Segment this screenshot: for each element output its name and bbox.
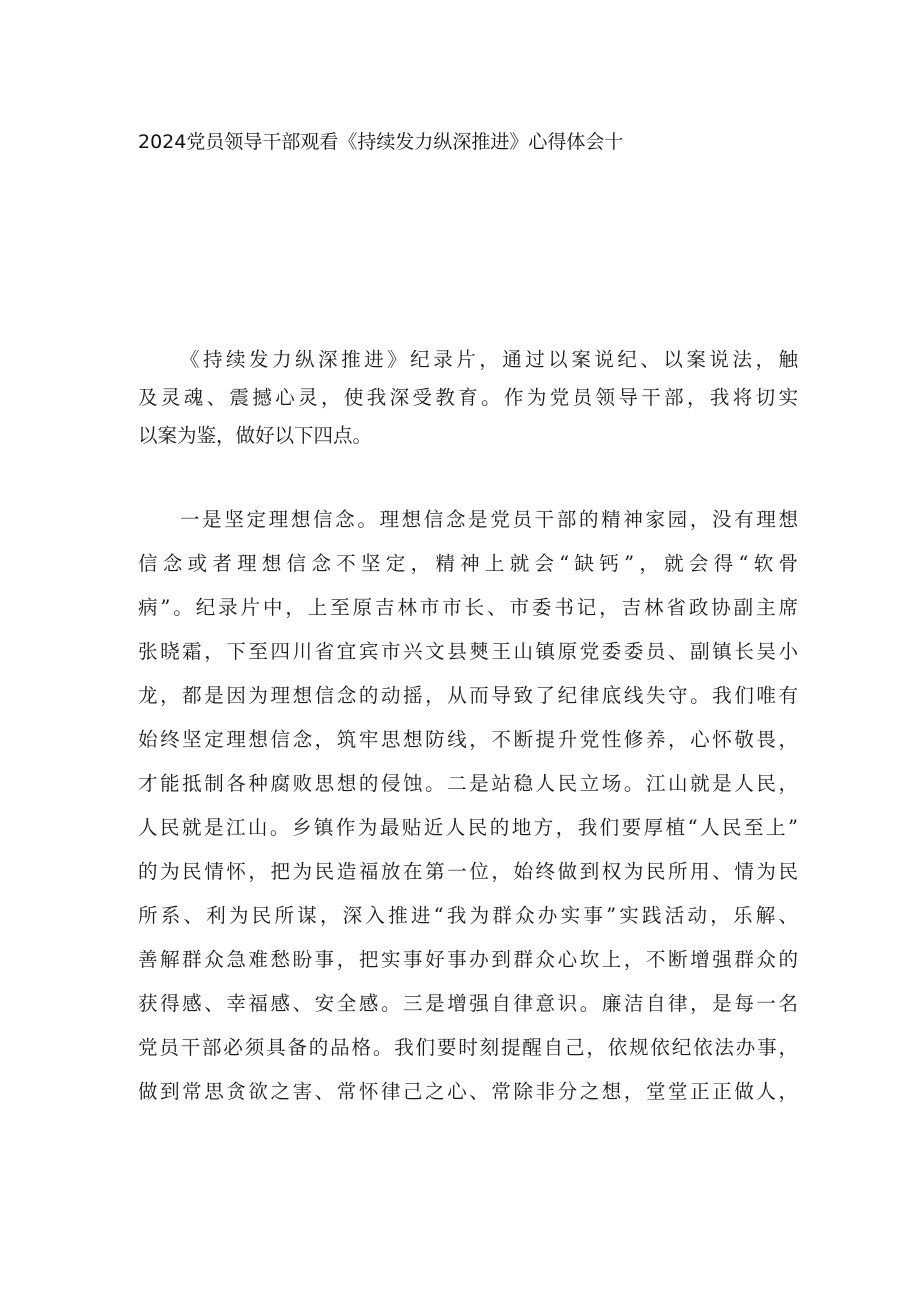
- paragraph-line: 善解群众急难愁盼事，把实事好事办到群众心坎上，不断增强群众的: [138, 948, 798, 971]
- paragraph-line: 才能抵制各种腐败思想的侵蚀。二是站稳人民立场。江山就是人民，: [138, 772, 798, 795]
- paragraph-line: 信念或者理想信念不坚定，精神上就会“缺钙”，就会得“软骨: [138, 552, 798, 575]
- paragraph-line: 的为民情怀，把为民造福放在第一位，始终做到权为民所用、情为民: [138, 860, 798, 883]
- paragraph-line: 党员干部必须具备的品格。我们要时刻提醒自己，依规依纪依法办事，: [138, 1036, 798, 1059]
- paragraph-line: 龙，都是因为理想信念的动摇，从而导致了纪律底线失守。我们唯有: [138, 684, 798, 707]
- paragraph-line: 张晓霜，下至四川省宜宾市兴文县僰王山镇原党委委员、副镇长吴小: [138, 640, 798, 663]
- paragraph-line: 一是坚定理想信念。理想信念是党员干部的精神家园，没有理想: [180, 508, 798, 531]
- paragraph-line: 以案为鉴，做好以下四点。: [138, 424, 373, 447]
- paragraph-line: 做到常思贪欲之害、常怀律己之心、常除非分之想，堂堂正正做人，: [138, 1080, 798, 1103]
- paragraph-line: 始终坚定理想信念，筑牢思想防线，不断提升党性修养，心怀敬畏，: [138, 728, 798, 751]
- document-title: 2024党员领导干部观看《持续发力纵深推进》心得体会十: [138, 131, 624, 153]
- paragraph-line: 《持续发力纵深推进》纪录片，通过以案说纪、以案说法，触: [180, 348, 798, 371]
- paragraph-line: 获得感、幸福感、安全感。三是增强自律意识。廉洁自律，是每一名: [138, 992, 798, 1015]
- paragraph-line: 人民就是江山。乡镇作为最贴近人民的地方，我们要厚植“人民至上”: [138, 816, 798, 839]
- paragraph-line: 病”。纪录片中，上至原吉林市市长、市委书记，吉林省政协副主席: [138, 596, 798, 619]
- paragraph-line: 所系、利为民所谋，深入推进“我为群众办实事”实践活动，乐解、: [138, 904, 798, 927]
- paragraph-line: 及灵魂、震撼心灵，使我深受教育。作为党员领导干部，我将切实: [138, 386, 798, 409]
